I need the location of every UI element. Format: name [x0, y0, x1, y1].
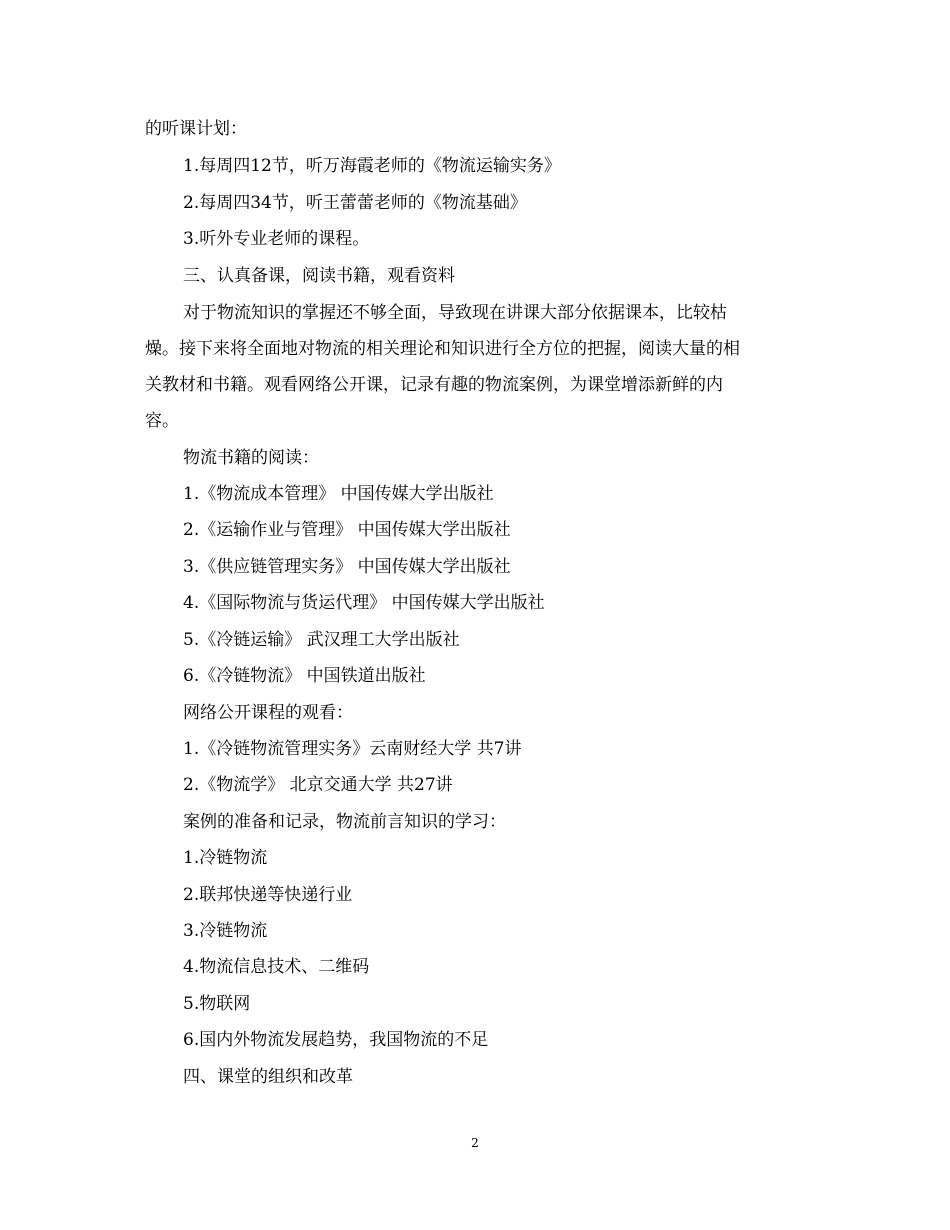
list-item: 3.听外专业老师的课程。 — [183, 229, 370, 249]
section-heading: 四、课堂的组织和改革 — [183, 1067, 353, 1087]
list-item: 1.冷链物流 — [183, 848, 268, 868]
list-item: 4.物流信息技术、二维码 — [183, 957, 370, 977]
list-item: 3.冷链物流 — [183, 921, 268, 941]
list-item: 1.每周四12节，听万海霞老师的《物流运输实务》 — [183, 156, 561, 176]
list-item: 4.《国际物流与货运代理》 中国传媒大学出版社 — [183, 593, 545, 613]
paragraph-continuation: 的听课计划： — [145, 119, 247, 139]
paragraph-line: 关教材和书籍。观看网络公开课，记录有趣的物流案例，为课堂增添新鲜的内 — [145, 375, 723, 395]
list-item: 2.联邦快递等快递行业 — [183, 885, 353, 905]
list-item: 1.《物流成本管理》 中国传媒大学出版社 — [183, 484, 494, 504]
list-item: 5.物联网 — [183, 994, 251, 1014]
list-item: 6.国内外物流发展趋势，我国物流的不足 — [183, 1030, 489, 1050]
paragraph-line: 对于物流知识的掌握还不够全面，导致现在讲课大部分依据课本，比较枯 — [183, 303, 727, 323]
subheading: 网络公开课程的观看： — [183, 703, 353, 723]
paragraph-line: 燥。接下来将全面地对物流的相关理论和知识进行全方位的把握，阅读大量的相 — [145, 339, 740, 359]
page-number: 2 — [471, 1136, 479, 1150]
list-item: 1.《冷链物流管理实务》云南财经大学 共7讲 — [183, 739, 522, 759]
subheading: 物流书籍的阅读： — [183, 448, 319, 468]
list-item: 6.《冷链物流》 中国铁道出版社 — [183, 666, 426, 686]
list-item: 2.每周四34节，听王蕾蕾老师的《物流基础》 — [183, 193, 527, 213]
paragraph-line: 容。 — [145, 411, 179, 431]
list-item: 3.《供应链管理实务》 中国传媒大学出版社 — [183, 557, 511, 577]
list-item: 2.《物流学》 北京交通大学 共27讲 — [183, 775, 453, 795]
section-heading: 三、认真备课，阅读书籍，观看资料 — [183, 266, 455, 286]
list-item: 2.《运输作业与管理》 中国传媒大学出版社 — [183, 520, 511, 540]
subheading: 案例的准备和记录，物流前言知识的学习： — [183, 812, 506, 832]
list-item: 5.《冷链运输》 武汉理工大学出版社 — [183, 630, 460, 650]
